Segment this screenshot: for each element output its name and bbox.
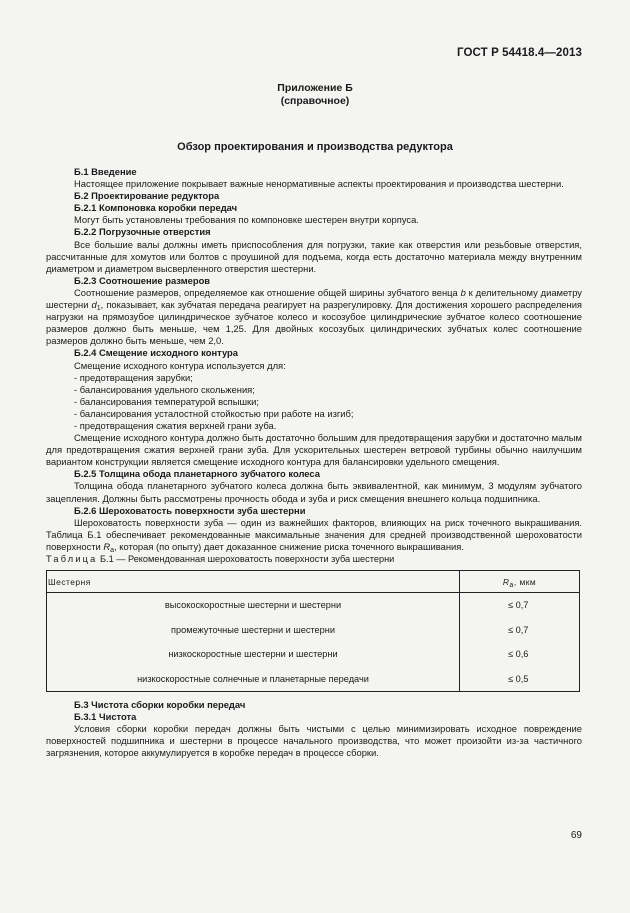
section-heading: Б.2 Проектирование редуктора xyxy=(74,190,220,202)
paragraph: Условия сборки коробки передач должны быть чистыми с целью минимизировать исходное повреждение поверхностей подшипника и шестерни в процессе начального производства, что может произойти из-за частичного загрязнения, которое аккумулируется в коробке передач в процессе сборки. xyxy=(46,723,582,759)
gear-cell: низкоскоростные солнечные и планетарные передачи xyxy=(47,667,460,692)
list-item: - балансирования усталостной стойкостью при работе на изгиб; xyxy=(74,407,354,419)
text-run: , которая (по опыту) дает доказанное снижение риска точечного выкрашивания. xyxy=(114,540,464,552)
list-item: - балансирования температурой вспышки; xyxy=(74,395,259,407)
table-row xyxy=(47,642,580,667)
table-row xyxy=(47,667,580,692)
paragraph xyxy=(46,287,582,347)
table-header-row xyxy=(47,571,580,593)
list-item: - балансирования удельного скольжения; xyxy=(74,383,255,395)
variable-r: R xyxy=(103,540,111,552)
ra-cell: ≤ 0,6 xyxy=(460,642,580,667)
section-heading: Б.2.4 Смещение исходного контура xyxy=(74,347,238,359)
text-run: к делительному диаметру шестерни xyxy=(46,286,582,311)
variable-d: d xyxy=(91,299,97,311)
paragraph: Толщина обода планетарного зубчатого колеса должна быть эквивалентной, как минимум, 3 модулям зубчатого зацепления. Должны быть рассмотрены прочность обода и зуба и риск смещения внешнего кольца подшипника. xyxy=(46,480,582,504)
list-item: - предотвращения сжатия верхней грани зуба. xyxy=(74,419,277,431)
standard-number: ГОСТ Р 54418.4—2013 xyxy=(457,47,582,59)
annex-title: Приложение Б xyxy=(277,82,353,94)
table-row xyxy=(47,593,580,618)
table-row xyxy=(47,618,580,643)
table-caption xyxy=(46,553,582,565)
gear-cell: промежуточные шестерни и шестерни xyxy=(47,618,460,643)
unit-label: , мкм xyxy=(513,576,537,587)
roughness-table xyxy=(46,570,580,692)
paragraph xyxy=(46,517,582,553)
text-run: Шероховатость поверхности зуба — один из важнейших факторов, влияющих на риск точечного выкрашивания. Таблица Б.1 обеспечивает рекомендованные максимальные значения для средней производственной шероховатости поверхности xyxy=(46,516,582,552)
annex-heading xyxy=(0,82,630,108)
document-body xyxy=(46,166,582,760)
paragraph: Смещение исходного контура используется для: xyxy=(74,359,286,371)
subscript: a xyxy=(509,581,514,589)
page-number: 69 xyxy=(570,830,582,841)
caption-prefix: Таблица xyxy=(46,554,98,564)
section-heading: Б.2.2 Погрузочные отверстия xyxy=(74,226,211,238)
text-run: Соотношение размеров, определяемое как отношение общей ширины зубчатого венца xyxy=(74,286,461,298)
section-heading: Б.3 Чистота сборки коробки передач xyxy=(74,699,246,711)
document-title: Обзор проектирования и производства редуктора xyxy=(177,141,453,153)
paragraph: Все большие валы должны иметь приспособления для погрузки, такие как отверстия или резьбовые отверстия, рассчитанные для хомутов или болтов с проушиной для подъема, когда есть достаточно материала между внутренним диаметром и диаметром высверленного отверстия шестерни. xyxy=(46,238,582,274)
section-heading: Б.3.1 Чистота xyxy=(74,711,137,723)
paragraph: Могут быть установлены требования по компоновке шестерен внутри корпуса. xyxy=(74,214,419,226)
section-heading: Б.2.1 Компоновка коробки передач xyxy=(74,202,238,214)
paragraph: Смещение исходного контура должно быть достаточно большим для предотвращения зарубки и достаточно малым для предотвращения сжатия верхней грани зуба. Для ускорительных шестерен ветровой турбины обычно наилучшим вариантом конструкции является смещение исходного контура для балансировки удельного смещения. xyxy=(46,432,582,468)
ra-cell: ≤ 0,7 xyxy=(460,593,580,618)
section-heading: Б.1 Введение xyxy=(74,166,137,177)
ra-cell: ≤ 0,7 xyxy=(460,618,580,643)
gear-cell: низкоскоростные шестерни и шестерни xyxy=(47,642,460,667)
variable-b: b xyxy=(460,286,466,298)
annex-type: (справочное) xyxy=(280,95,350,107)
text-run: , показывает, как зубчатая передача реагирует на разрегулировку. Для достижения хорошего распределения нагрузки на прямозубое цилиндрическое зубчатое колесо и косозубое цилиндрические зубчатое колесо соотношение размеров должно быть меньше, чем 1,25. Для двойных косозубых цилиндрических зубчатых колес соотношение размеров должно быть меньше, чем 2,0. xyxy=(46,299,583,347)
list-item: - предотвращения зарубки; xyxy=(74,371,193,383)
section-heading: Б.2.5 Толщина обода планетарного зубчатого колеса xyxy=(74,468,320,480)
section-heading: Б.2.3 Соотношение размеров xyxy=(74,274,211,286)
caption-text: Б.1 — Рекомендованная шероховатость поверхности зуба шестерни xyxy=(97,554,395,564)
column-header-gear: Шестерня xyxy=(47,571,460,593)
column-header-ra xyxy=(460,571,580,593)
section-heading: Б.2.6 Шероховатость поверхности зуба шестерни xyxy=(74,504,306,516)
ra-cell: ≤ 0,5 xyxy=(460,667,580,692)
subscript: 1 xyxy=(96,305,101,313)
gear-cell: высокоскоростные шестерни и шестерни xyxy=(47,593,460,618)
paragraph: Настоящее приложение покрывает важные ненормативные аспекты проектирования и производства шестерни. xyxy=(74,178,564,190)
subscript: a xyxy=(110,546,115,554)
variable-r: R xyxy=(502,576,510,587)
